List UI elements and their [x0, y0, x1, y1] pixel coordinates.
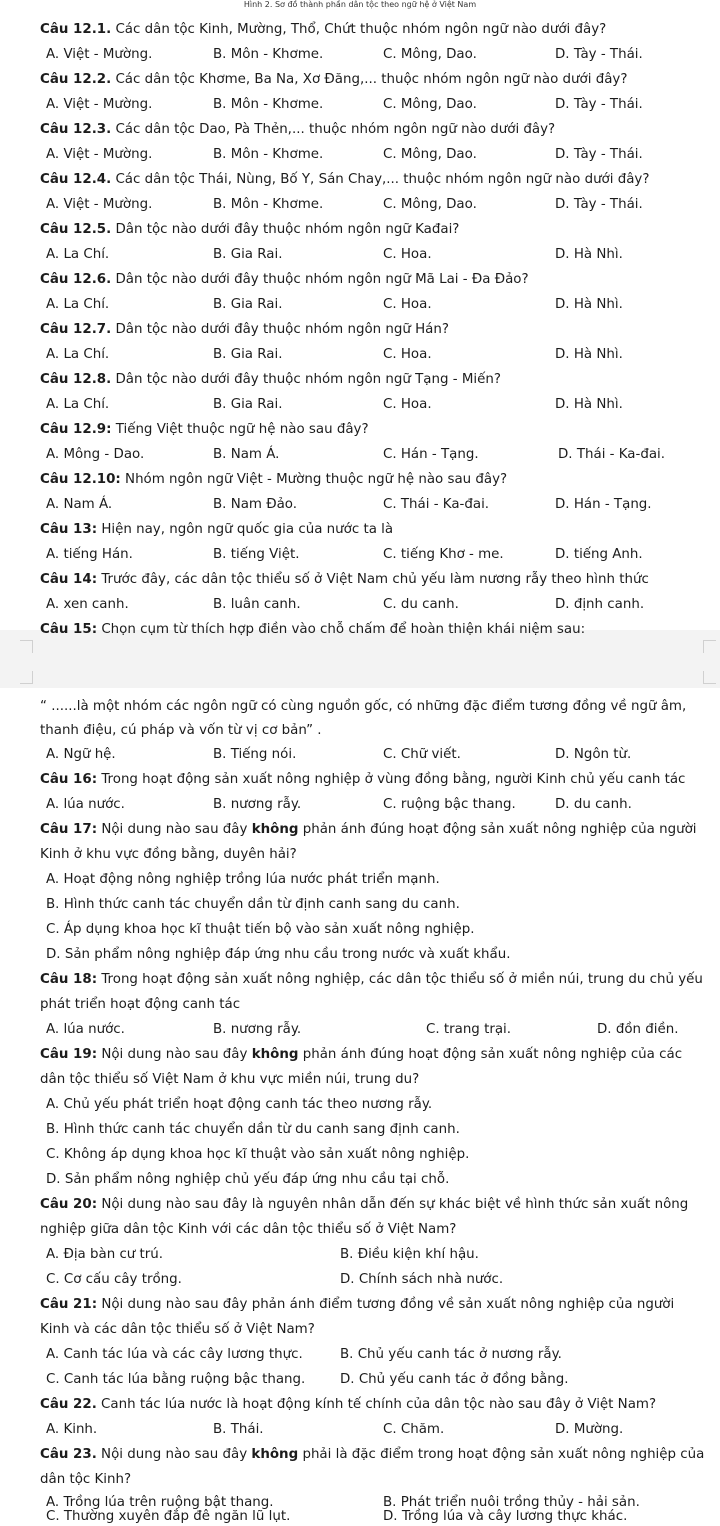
question-label: Câu 12.5. [40, 222, 112, 237]
option-a: A. Trồng lúa trên ruộng bật thang. [46, 1495, 274, 1510]
question-label: Câu 12.6. [40, 272, 112, 287]
quote-line-2: thanh điệu, cú pháp và vốn từ vị cơ bản” . [40, 723, 322, 738]
option-b: B. Gia Rai. [213, 247, 283, 262]
option-a: A. La Chí. [46, 347, 110, 362]
option-d: D. Thái - Ka-đai. [558, 447, 666, 462]
option-a: A. Kinh. [46, 1422, 98, 1437]
option-c: C. Hoa. [383, 297, 432, 312]
question-14 [40, 571, 649, 589]
question-label: Câu 12.1. [40, 22, 112, 37]
option-c: C. Hoa. [383, 347, 432, 362]
emphasis-not: không [251, 1047, 299, 1062]
option-d: D. đồn điền. [597, 1022, 679, 1037]
question-label: Câu 12.3. [40, 122, 112, 137]
option-d: D. Mường. [555, 1422, 624, 1437]
question-label: Câu 12.8. [40, 372, 112, 387]
question-text: Các dân tộc Thái, Nùng, Bố Y, Sán Chay,... thuộc nhóm ngôn ngữ nào dưới đây? [115, 172, 650, 187]
option-b: B. Phát triển nuôi trồng thủy - hải sản. [383, 1495, 640, 1510]
crop-mark [703, 671, 716, 684]
question-label: Câu 15: [40, 622, 98, 637]
option-b: B. Môn - Khơme. [213, 97, 324, 112]
question-label: Câu 22. [40, 1397, 97, 1412]
option-c: C. Hán - Tạng. [383, 447, 479, 462]
option-c: C. Hoa. [383, 397, 432, 412]
question-text: Các dân tộc Khơme, Ba Na, Xơ Đăng,... thuộc nhóm ngôn ngữ nào dưới đây? [115, 72, 628, 87]
option-b: B. Hình thức canh tác chuyển dần từ du canh sang định canh. [46, 1122, 460, 1137]
option-c: C. Mông, Dao. [383, 97, 477, 112]
question-19 [40, 1046, 682, 1064]
question-18 [40, 971, 703, 989]
question-17 [40, 821, 697, 839]
option-b: B. Thái. [213, 1422, 264, 1437]
option-c: C. ruộng bậc thang. [383, 797, 516, 812]
crop-mark [703, 640, 716, 653]
option-c: C. Thường xuyên đắp đê ngăn lũ lụt. [46, 1509, 291, 1524]
question-13 [40, 521, 393, 539]
option-c: C. Canh tác lúa bằng ruộng bậc thang. [46, 1372, 306, 1387]
question-label: Câu 12.2. [40, 72, 112, 87]
question-label: Câu 16: [40, 772, 98, 787]
question-12-4 [40, 171, 649, 189]
option-d: D. Ngôn từ. [555, 747, 632, 762]
question-text: Canh tác lúa nước là hoạt động kính tế chính của dân tộc nào sau đây ở Việt Nam? [101, 1397, 657, 1412]
option-a: A. Việt - Mường. [46, 97, 153, 112]
option-b: B. Tiếng nói. [213, 747, 297, 762]
option-d: D. Tày - Thái. [555, 147, 643, 162]
option-b: B. Nam Đảo. [213, 497, 298, 512]
option-d: D. Hán - Tạng. [555, 497, 652, 512]
question-continuation: dân tộc thiểu số Việt Nam ở khu vực miền núi, trung du? [40, 1072, 420, 1087]
option-d: D. Hà Nhì. [555, 397, 623, 412]
question-text: Hiện nay, ngôn ngữ quốc gia của nước ta là [101, 522, 394, 537]
option-d: D. Sản phẩm nông nghiệp đáp ứng nhu cầu trong nước và xuất khẩu. [46, 947, 511, 962]
question-label: Câu 18: [40, 972, 98, 987]
option-a: A. La Chí. [46, 247, 110, 262]
option-a: A. Chủ yếu phát triển hoạt động canh tác theo nương rẫy. [46, 1097, 433, 1112]
option-d: D. Hà Nhì. [555, 297, 623, 312]
question-continuation: phát triển hoạt động canh tác [40, 997, 241, 1012]
option-d: D. Chủ yếu canh tác ở đồng bằng. [340, 1372, 569, 1387]
question-text: Trong hoạt động sản xuất nông nghiệp, các dân tộc thiểu số ở miền núi, trung du chủ yếu [101, 972, 703, 987]
question-continuation: Kinh ở khu vực đồng bằng, duyên hải? [40, 847, 297, 862]
question-text: Dân tộc nào dưới đây thuộc nhóm ngôn ngữ Hán? [115, 322, 449, 337]
question-text: Nội dung nào sau đây là nguyên nhân dẫn đến sự khác biệt về hình thức sản xuất nông [101, 1197, 689, 1212]
question-text: Nội dung nào sau đây [101, 822, 252, 837]
option-c: C. tiếng Khơ - me. [383, 547, 504, 562]
question-20 [40, 1196, 688, 1214]
question-22 [40, 1396, 656, 1414]
option-b: B. Môn - Khơme. [213, 197, 324, 212]
question-12-1 [40, 21, 606, 39]
question-label: Câu 12.9: [40, 422, 112, 437]
option-a: A. Hoạt động nông nghiệp trồng lúa nước phát triển mạnh. [46, 872, 440, 887]
option-a: A. Việt - Mường. [46, 197, 153, 212]
question-12-7 [40, 321, 449, 339]
question-label: Câu 12.7. [40, 322, 112, 337]
option-c: C. Mông, Dao. [383, 197, 477, 212]
option-d: D. Tày - Thái. [555, 97, 643, 112]
question-text: Trong hoạt động sản xuất nông nghiệp ở vùng đồng bằng, người Kinh chủ yếu canh tác [101, 772, 686, 787]
option-b: B. Nam Á. [213, 447, 280, 462]
question-12-8 [40, 371, 501, 389]
option-a: A. lúa nước. [46, 797, 125, 812]
question-continuation: Kinh và các dân tộc thiểu số ở Việt Nam? [40, 1322, 315, 1337]
option-d: D. Tày - Thái. [555, 197, 643, 212]
option-a: A. La Chí. [46, 397, 110, 412]
question-text: Nội dung nào sau đây [101, 1447, 252, 1462]
option-b: B. Điều kiện khí hậu. [340, 1247, 479, 1262]
option-a: A. tiếng Hán. [46, 547, 133, 562]
option-a: A. Nam Á. [46, 497, 113, 512]
option-b: B. tiếng Việt. [213, 547, 300, 562]
option-d: D. định canh. [555, 597, 645, 612]
option-b: B. nương rẫy. [213, 1022, 302, 1037]
question-text: Nội dung nào sau đây phản ánh điểm tương đồng về sản xuất nông nghiệp của người [101, 1297, 675, 1312]
question-label: Câu 19: [40, 1047, 98, 1062]
question-text: Nhóm ngôn ngữ Việt - Mường thuộc ngữ hệ nào sau đây? [125, 472, 508, 487]
question-21 [40, 1296, 674, 1314]
question-label: Câu 13: [40, 522, 98, 537]
option-b: B. luân canh. [213, 597, 301, 612]
option-d: D. du canh. [555, 797, 632, 812]
option-b: B. Gia Rai. [213, 297, 283, 312]
question-text: Các dân tộc Dao, Pà Thẻn,... thuộc nhóm ngôn ngữ nào dưới đây? [115, 122, 556, 137]
option-a: A. xen canh. [46, 597, 129, 612]
option-c: C. Áp dụng khoa học kĩ thuật tiến bộ vào sản xuất nông nghiệp. [46, 922, 475, 937]
option-c: C. Chăm. [383, 1422, 445, 1437]
option-d: D. Tày - Thái. [555, 47, 643, 62]
quote-line-1: “ ......là một nhóm các ngôn ngữ có cùng nguồn gốc, có những đặc điểm tương đồng về ngữ âm, [40, 699, 687, 714]
option-c: C. Hoa. [383, 247, 432, 262]
emphasis-not: không [251, 822, 299, 837]
option-a: A. Việt - Mường. [46, 47, 153, 62]
question-12-9 [40, 421, 369, 439]
question-12-2 [40, 71, 627, 89]
option-a: A. Ngữ hệ. [46, 747, 116, 762]
option-b: B. Chủ yếu canh tác ở nương rẫy. [340, 1347, 562, 1362]
option-d: D. Hà Nhì. [555, 347, 623, 362]
question-continuation: dân tộc Kinh? [40, 1472, 132, 1487]
question-23 [40, 1446, 704, 1464]
question-text: Trước đây, các dân tộc thiểu số ở Việt Nam chủ yếu làm nương rẫy theo hình thức [101, 572, 649, 587]
crop-mark [20, 640, 33, 653]
option-c: C. Chữ viết. [383, 747, 461, 762]
option-d: D. Hà Nhì. [555, 247, 623, 262]
question-label: Câu 20: [40, 1197, 98, 1212]
question-label: Câu 14: [40, 572, 98, 587]
option-b: B. Hình thức canh tác chuyển dần từ định canh sang du canh. [46, 897, 460, 912]
question-12-6 [40, 271, 529, 289]
option-d: D. Sản phẩm nông nghiệp chủ yếu đáp ứng nhu cầu tại chỗ. [46, 1172, 450, 1187]
question-text: Dân tộc nào dưới đây thuộc nhóm ngôn ngữ Mã Lai - Đa Đảo? [115, 272, 529, 287]
option-b: B. Môn - Khơme. [213, 47, 324, 62]
option-c: C. Mông, Dao. [383, 147, 477, 162]
option-a: A. La Chí. [46, 297, 110, 312]
question-text: Chọn cụm từ thích hợp điền vào chỗ chấm để hoàn thiện khái niệm sau: [101, 622, 586, 637]
question-text-rest: phản ánh đúng hoạt động sản xuất nông nghiệp của các [298, 1047, 683, 1062]
question-text: Tiếng Việt thuộc ngữ hệ nào sau đây? [115, 422, 369, 437]
option-d: D. Trồng lúa và cây lương thực khác. [383, 1509, 628, 1524]
question-label: Câu 21: [40, 1297, 98, 1312]
question-16 [40, 771, 685, 789]
option-c: C. Thái - Ka-đai. [383, 497, 490, 512]
emphasis-not: không [251, 1447, 299, 1462]
option-c: C. Cơ cấu cây trồng. [46, 1272, 182, 1287]
crop-mark [20, 671, 33, 684]
question-12-5 [40, 221, 459, 239]
option-b: B. Gia Rai. [213, 397, 283, 412]
option-d: D. Chính sách nhà nước. [340, 1272, 504, 1287]
question-text: Nội dung nào sau đây [101, 1047, 252, 1062]
question-15 [40, 621, 585, 639]
option-d: D. tiếng Anh. [555, 547, 643, 562]
option-b: B. Gia Rai. [213, 347, 283, 362]
option-a: A. Canh tác lúa và các cây lương thực. [46, 1347, 303, 1362]
question-text: Các dân tộc Kinh, Mường, Thổ, Chứt thuộc nhóm ngôn ngữ nào dưới đây? [115, 22, 607, 37]
option-c: C. du canh. [383, 597, 459, 612]
question-text-rest: phản ánh đúng hoạt động sản xuất nông nghiệp của người [298, 822, 697, 837]
question-label: Câu 17: [40, 822, 98, 837]
option-a: A. lúa nước. [46, 1022, 125, 1037]
question-12-3 [40, 121, 555, 139]
question-text: Dân tộc nào dưới đây thuộc nhóm ngôn ngữ Tạng - Miến? [115, 372, 501, 387]
question-12-10 [40, 471, 507, 489]
option-b: B. Môn - Khơme. [213, 147, 324, 162]
option-a: A. Địa bàn cư trú. [46, 1247, 164, 1262]
option-a: A. Mông - Dao. [46, 447, 145, 462]
question-continuation: nghiệp giữa dân tộc Kinh với các dân tộc thiểu số ở Việt Nam? [40, 1222, 457, 1237]
question-text-rest: phải là đặc điểm trong hoạt động sản xuất nông nghiệp của [298, 1447, 705, 1462]
option-a: A. Việt - Mường. [46, 147, 153, 162]
option-c: C. trang trại. [426, 1022, 512, 1037]
option-c: C. Mông, Dao. [383, 47, 477, 62]
question-label: Câu 23. [40, 1447, 97, 1462]
question-label: Câu 12.10: [40, 472, 121, 487]
question-text: Dân tộc nào dưới đây thuộc nhóm ngôn ngữ Kađai? [115, 222, 460, 237]
question-label: Câu 12.4. [40, 172, 112, 187]
figure-caption: Hình 2. Sơ đồ thành phần dân tộc theo ngữ hệ ở Việt Nam [243, 0, 477, 9]
option-b: B. nương rẫy. [213, 797, 302, 812]
option-c: C. Không áp dụng khoa học kĩ thuật vào sản xuất nông nghiệp. [46, 1147, 470, 1162]
